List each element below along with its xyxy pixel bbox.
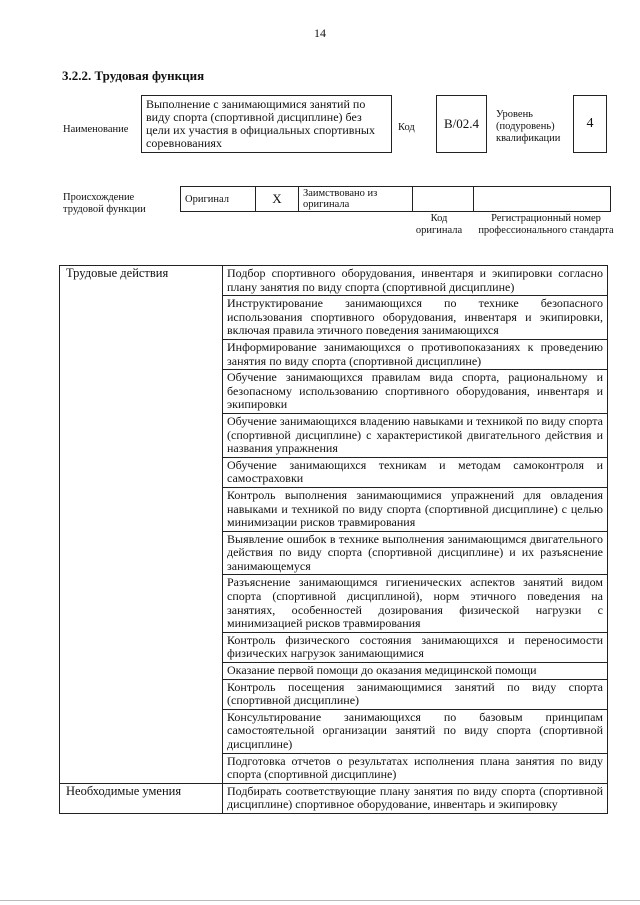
action-item: Подбирать соответствующие плану занятия по виду спорта (спортивной дисциплине) спортивное оборудование, инвентарь и экипировку — [223, 783, 608, 813]
action-item: Разъяснение занимающимся гигиенических аспектов занятий видом спорта (спортивной дисциплиной), норм этичного поведения на занятиях, особенностей дозирования физической нагрузки с минимизацией рисков травмирования — [223, 575, 608, 632]
page-bottom-divider — [0, 900, 640, 901]
action-item: Подготовка отчетов о результатах исполнения плана занятия по виду спорта (спортивной дисциплине) — [223, 753, 608, 783]
category-cell: Трудовые действия — [60, 266, 223, 784]
borrowed-label: Заимствовано из оригинала — [299, 187, 413, 212]
reg-number-cell — [474, 187, 611, 212]
function-code-box: В/02.4 — [436, 95, 487, 153]
action-item: Обучение занимающихся владению навыками и техникой по виду спорта (спортивной дисциплине) с характеристикой двигательного действия и названия упражнения — [223, 413, 608, 457]
action-item: Подбор спортивного оборудования, инвентаря и экипировки согласно плану занятия по виду спорта (спортивной дисциплине) — [223, 266, 608, 296]
function-name-box: Выполнение с занимающимися занятий по виду спорта (спортивной дисциплине) без цели их участия в официальных спортивных соревнованиях — [141, 95, 392, 153]
code-original-cell — [413, 187, 474, 212]
origin-table — [180, 186, 611, 212]
action-item: Контроль физического состояния занимающихся и переносимости физических нагрузок занимающимися — [223, 632, 608, 662]
table-row — [60, 266, 608, 296]
action-item: Информирование занимающихся о противопоказаниях к проведению занятия по виду спорта (спортивной дисциплине) — [223, 339, 608, 369]
category-cell: Необходимые умения — [60, 783, 223, 813]
origin-label: Происхождение трудовой функции — [63, 192, 146, 215]
labor-functions-table — [59, 265, 608, 814]
original-label: Оригинал — [181, 187, 256, 212]
code-original-caption: Код оригинала — [415, 213, 463, 236]
action-item: Выявление ошибок в технике выполнения занимающимся двигательного действия по виду спорта (спортивной дисциплине) и их разъяснение занимающемуся — [223, 531, 608, 575]
level-label: Уровень (подуровень) квалификации — [496, 109, 561, 144]
action-item: Обучение занимающихся техникам и методам самоконтроля и самостраховки — [223, 457, 608, 487]
action-item: Контроль посещения занимающимися занятий по виду спорта (спортивной дисциплине) — [223, 679, 608, 709]
action-item: Инструктирование занимающихся по технике безопасного использования спортивного оборудования, инвентаря и экипировки, включая правила этичного поведения занимающихся — [223, 296, 608, 340]
action-item: Оказание первой помощи до оказания медицинской помощи — [223, 663, 608, 680]
page-number: 14 — [314, 26, 326, 40]
action-item: Контроль выполнения занимающимися упражнений для овладения навыками и техникой по виду спорта (спортивной дисциплине) с целью минимизации рисков травмирования — [223, 487, 608, 531]
action-item: Консультирование занимающихся по базовым принципам самостоятельной организации занятий по виду спорта (спортивной дисциплине) — [223, 709, 608, 753]
name-label: Наименование — [63, 124, 129, 135]
qualification-level-box: 4 — [573, 95, 607, 153]
action-item: Обучение занимающихся правилам вида спорта, рациональному и безопасному использованию спортивного оборудования, инвентаря и экипировки — [223, 370, 608, 414]
original-mark: X — [256, 187, 299, 212]
table-row — [60, 783, 608, 813]
code-label: Код — [398, 122, 415, 133]
section-title: 3.2.2. Трудовая функция — [62, 68, 205, 83]
reg-number-caption: Регистрационный номер профессионального стандарта — [478, 213, 614, 236]
